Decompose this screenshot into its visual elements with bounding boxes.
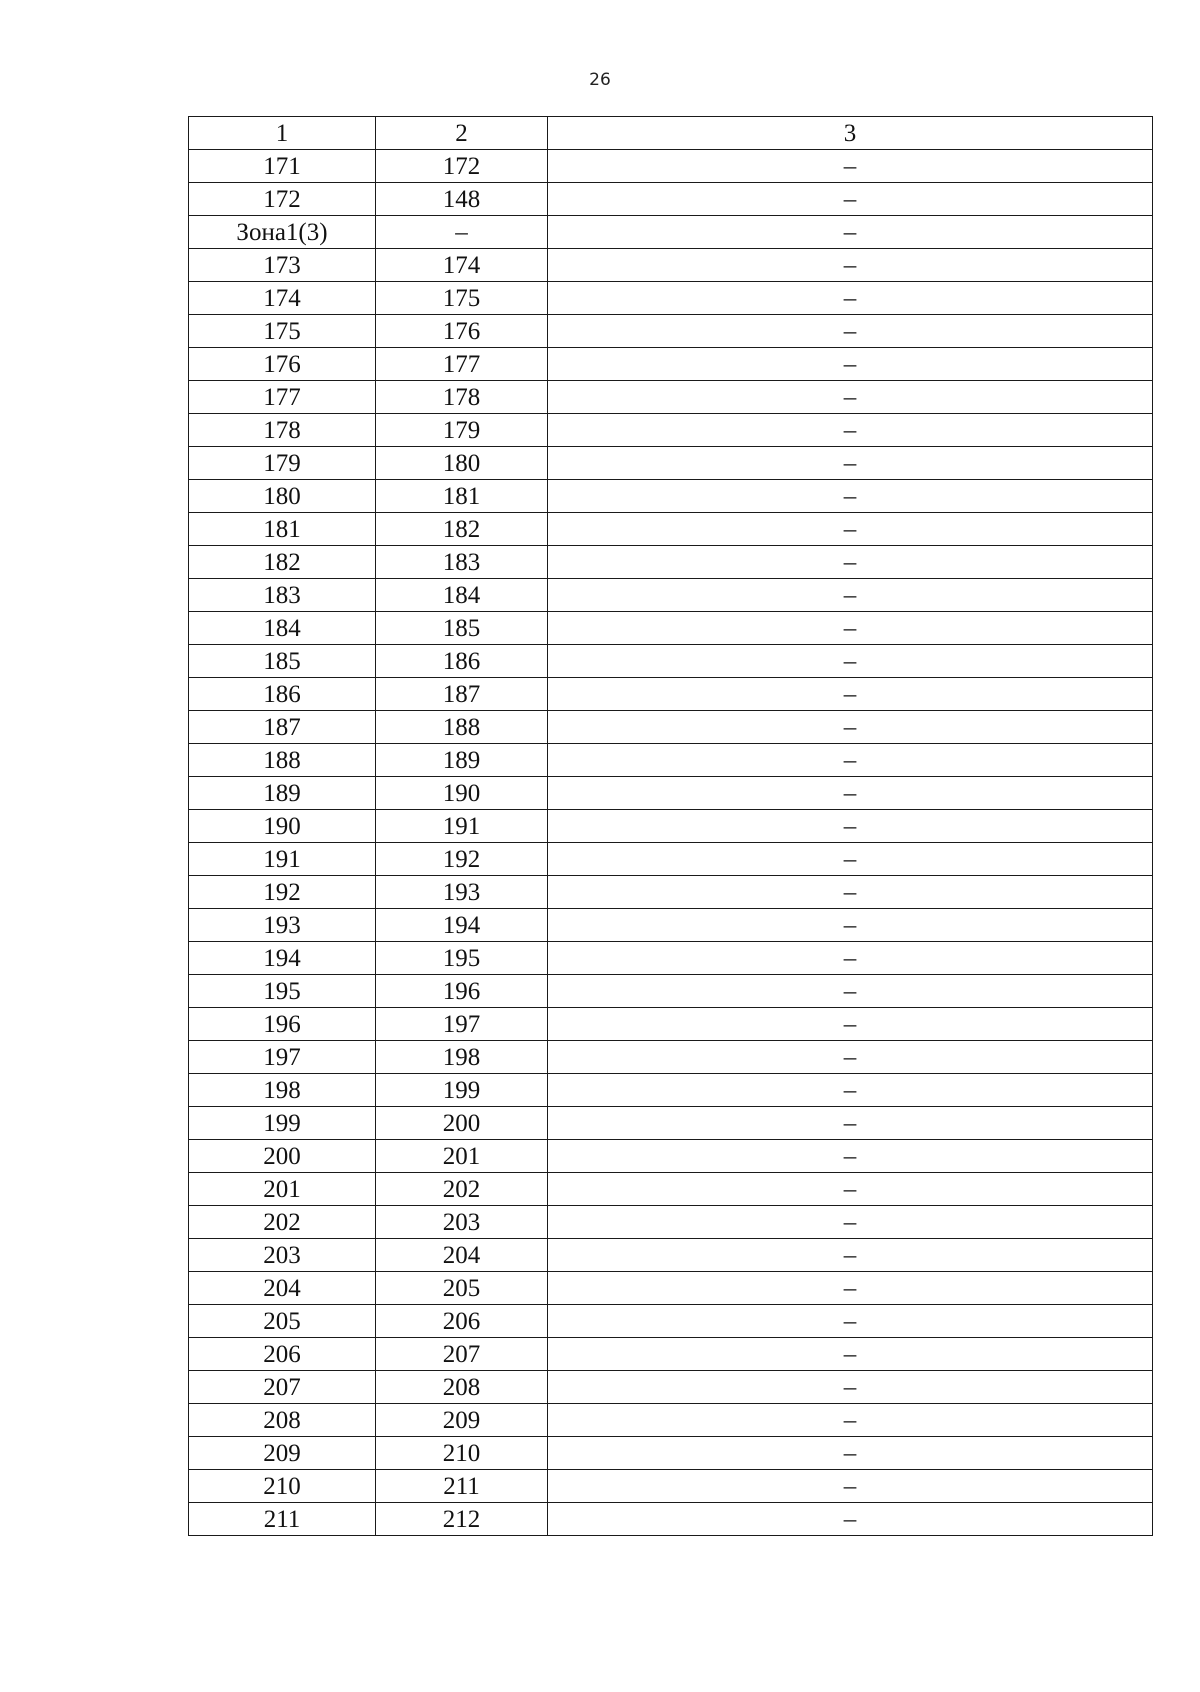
table-cell-col-1: 208 [189, 1404, 376, 1437]
table-cell-col-1: 191 [189, 843, 376, 876]
table-row [189, 876, 1153, 909]
table-cell-col-2: 203 [376, 1206, 548, 1239]
table-cell-col-3: – [548, 1437, 1153, 1470]
table-row [189, 975, 1153, 1008]
table-row [189, 1206, 1153, 1239]
table-cell-col-2: 189 [376, 744, 548, 777]
table-cell-col-2: 208 [376, 1371, 548, 1404]
table-cell-col-2: 199 [376, 1074, 548, 1107]
table-cell-col-1: 188 [189, 744, 376, 777]
table-row [189, 1008, 1153, 1041]
table-cell-col-2: 174 [376, 249, 548, 282]
table-cell-col-1: 209 [189, 1437, 376, 1470]
table-row [189, 546, 1153, 579]
table-cell-col-2: 200 [376, 1107, 548, 1140]
table-cell-col-2: 187 [376, 678, 548, 711]
table-cell-col-2: 198 [376, 1041, 548, 1074]
table-cell-col-3: – [548, 1008, 1153, 1041]
table-cell-col-1: 185 [189, 645, 376, 678]
table-cell-col-1: 192 [189, 876, 376, 909]
table-cell-col-2: 191 [376, 810, 548, 843]
table-cell-col-2: 192 [376, 843, 548, 876]
table-row [189, 1074, 1153, 1107]
table-cell-col-2: 179 [376, 414, 548, 447]
table-cell-col-1: 187 [189, 711, 376, 744]
table-cell-col-1: 196 [189, 1008, 376, 1041]
table-cell-col-3: – [548, 546, 1153, 579]
table-row [189, 150, 1153, 183]
table-cell-col-1: 197 [189, 1041, 376, 1074]
table-cell-col-1: 174 [189, 282, 376, 315]
table-row [189, 645, 1153, 678]
table-row [189, 1272, 1153, 1305]
table-cell-col-1: 200 [189, 1140, 376, 1173]
table-cell-col-3: – [548, 1470, 1153, 1503]
table-cell-col-1: 178 [189, 414, 376, 447]
table-cell-col-3: – [548, 480, 1153, 513]
table-cell-col-3: – [548, 1173, 1153, 1206]
table-cell-col-2: 207 [376, 1338, 548, 1371]
table-cell-col-1: 186 [189, 678, 376, 711]
table-cell-col-2: 206 [376, 1305, 548, 1338]
table-cell-col-1: 177 [189, 381, 376, 414]
table-cell-col-1: 205 [189, 1305, 376, 1338]
table-row [189, 183, 1153, 216]
header-cell-1: 1 [189, 117, 376, 150]
table-cell-col-3: – [548, 1041, 1153, 1074]
table-row [189, 612, 1153, 645]
header-cell-2: 2 [376, 117, 548, 150]
table-cell-col-3: – [548, 447, 1153, 480]
table-cell-col-3: – [548, 348, 1153, 381]
table-row [189, 480, 1153, 513]
table-row [189, 744, 1153, 777]
table-row [189, 1041, 1153, 1074]
table-row [189, 447, 1153, 480]
table-cell-col-1: 203 [189, 1239, 376, 1272]
table-row [189, 1338, 1153, 1371]
table-cell-col-3: – [548, 810, 1153, 843]
table-cell-col-2: 209 [376, 1404, 548, 1437]
table-cell-col-3: – [548, 579, 1153, 612]
table-cell-col-3: – [548, 1206, 1153, 1239]
table-cell-col-1: 194 [189, 942, 376, 975]
table-cell-col-1: 182 [189, 546, 376, 579]
table-cell-col-3: – [548, 249, 1153, 282]
table-cell-col-2: 180 [376, 447, 548, 480]
table-cell-col-2: 177 [376, 348, 548, 381]
table-cell-col-3: – [548, 1239, 1153, 1272]
table-cell-col-1: 180 [189, 480, 376, 513]
table-row [189, 1404, 1153, 1437]
table-cell-col-2: 172 [376, 150, 548, 183]
table-cell-col-1: 184 [189, 612, 376, 645]
table-row [189, 810, 1153, 843]
table-cell-col-2: 178 [376, 381, 548, 414]
table-cell-col-2: 194 [376, 909, 548, 942]
table-cell-col-2: 148 [376, 183, 548, 216]
table-row [189, 216, 1153, 249]
table-cell-col-1: 183 [189, 579, 376, 612]
table-row [189, 282, 1153, 315]
table-row [189, 1371, 1153, 1404]
table-cell-col-2: 210 [376, 1437, 548, 1470]
table-cell-col-3: – [548, 381, 1153, 414]
table-cell-col-1: 172 [189, 183, 376, 216]
table-cell-col-2: 202 [376, 1173, 548, 1206]
table-cell-col-1: 173 [189, 249, 376, 282]
table-cell-col-2: 185 [376, 612, 548, 645]
table-row [189, 1305, 1153, 1338]
table-cell-col-2: 186 [376, 645, 548, 678]
table-cell-col-3: – [548, 843, 1153, 876]
table-cell-col-1: 210 [189, 1470, 376, 1503]
table-cell-col-2: – [376, 216, 548, 249]
table-cell-col-3: – [548, 777, 1153, 810]
table-row [189, 1470, 1153, 1503]
table-cell-col-2: 193 [376, 876, 548, 909]
table-cell-col-3: – [548, 612, 1153, 645]
table-row [189, 678, 1153, 711]
table-cell-col-2: 175 [376, 282, 548, 315]
table-cell-col-2: 212 [376, 1503, 548, 1536]
table-cell-col-2: 176 [376, 315, 548, 348]
data-table [188, 116, 1153, 1536]
table-cell-col-1: 171 [189, 150, 376, 183]
table-cell-col-1: 206 [189, 1338, 376, 1371]
table-cell-col-1: 211 [189, 1503, 376, 1536]
table-cell-col-2: 195 [376, 942, 548, 975]
table-cell-col-3: – [548, 513, 1153, 546]
table-cell-col-2: 184 [376, 579, 548, 612]
table-cell-col-1: 195 [189, 975, 376, 1008]
table-cell-col-1: 207 [189, 1371, 376, 1404]
table-row [189, 843, 1153, 876]
table-cell-col-3: – [548, 1140, 1153, 1173]
table-cell-col-3: – [548, 1074, 1153, 1107]
table-cell-col-1: 202 [189, 1206, 376, 1239]
table-cell-col-1: 201 [189, 1173, 376, 1206]
table-row [189, 1140, 1153, 1173]
table-cell-col-3: – [548, 876, 1153, 909]
table-cell-col-1: 193 [189, 909, 376, 942]
table-cell-col-1: 199 [189, 1107, 376, 1140]
table-cell-col-3: – [548, 645, 1153, 678]
table-row [189, 348, 1153, 381]
table-cell-col-3: – [548, 942, 1153, 975]
table-cell-col-3: – [548, 1305, 1153, 1338]
table-row [189, 414, 1153, 447]
table-cell-col-2: 181 [376, 480, 548, 513]
table-row [189, 1107, 1153, 1140]
table-cell-col-2: 211 [376, 1470, 548, 1503]
table-cell-col-3: – [548, 1371, 1153, 1404]
table-cell-col-1: 175 [189, 315, 376, 348]
table-row [189, 942, 1153, 975]
table-cell-col-2: 201 [376, 1140, 548, 1173]
table-cell-col-1: 179 [189, 447, 376, 480]
table-row [189, 315, 1153, 348]
table-row [189, 1503, 1153, 1536]
table-cell-col-3: – [548, 1107, 1153, 1140]
table-row [189, 513, 1153, 546]
table-row [189, 909, 1153, 942]
table-cell-col-2: 182 [376, 513, 548, 546]
table-cell-col-2: 205 [376, 1272, 548, 1305]
table-cell-col-3: – [548, 1404, 1153, 1437]
table-cell-col-3: – [548, 678, 1153, 711]
table-cell-col-2: 204 [376, 1239, 548, 1272]
table-row [189, 249, 1153, 282]
table-cell-col-1: 204 [189, 1272, 376, 1305]
table-row [189, 711, 1153, 744]
table-cell-col-3: – [548, 711, 1153, 744]
table-cell-col-3: – [548, 1503, 1153, 1536]
table-cell-col-1: 181 [189, 513, 376, 546]
table-cell-col-3: – [548, 150, 1153, 183]
table-cell-col-2: 188 [376, 711, 548, 744]
table-cell-col-2: 197 [376, 1008, 548, 1041]
table-cell-col-2: 183 [376, 546, 548, 579]
table-cell-col-3: – [548, 975, 1153, 1008]
table-cell-col-1: 190 [189, 810, 376, 843]
table-body [189, 117, 1153, 1536]
table-row [189, 1239, 1153, 1272]
table-row [189, 579, 1153, 612]
table-cell-col-3: – [548, 315, 1153, 348]
table-cell-col-3: – [548, 414, 1153, 447]
table-cell-col-3: – [548, 216, 1153, 249]
page-number: 26 [589, 70, 611, 90]
table-cell-col-3: – [548, 282, 1153, 315]
table-cell-col-1: 189 [189, 777, 376, 810]
table-cell-col-2: 196 [376, 975, 548, 1008]
table-cell-col-3: – [548, 909, 1153, 942]
table-row [189, 381, 1153, 414]
table-cell-col-3: – [548, 183, 1153, 216]
header-cell-3: 3 [548, 117, 1153, 150]
table-cell-col-3: – [548, 1272, 1153, 1305]
table-cell-col-1: 198 [189, 1074, 376, 1107]
table-header-row [189, 117, 1153, 150]
table-row [189, 1437, 1153, 1470]
table-row [189, 1173, 1153, 1206]
table-cell-col-1: Зона1(3) [189, 216, 376, 249]
table-cell-col-3: – [548, 744, 1153, 777]
table-cell-col-1: 176 [189, 348, 376, 381]
table-cell-col-2: 190 [376, 777, 548, 810]
table-cell-col-3: – [548, 1338, 1153, 1371]
table-row [189, 777, 1153, 810]
